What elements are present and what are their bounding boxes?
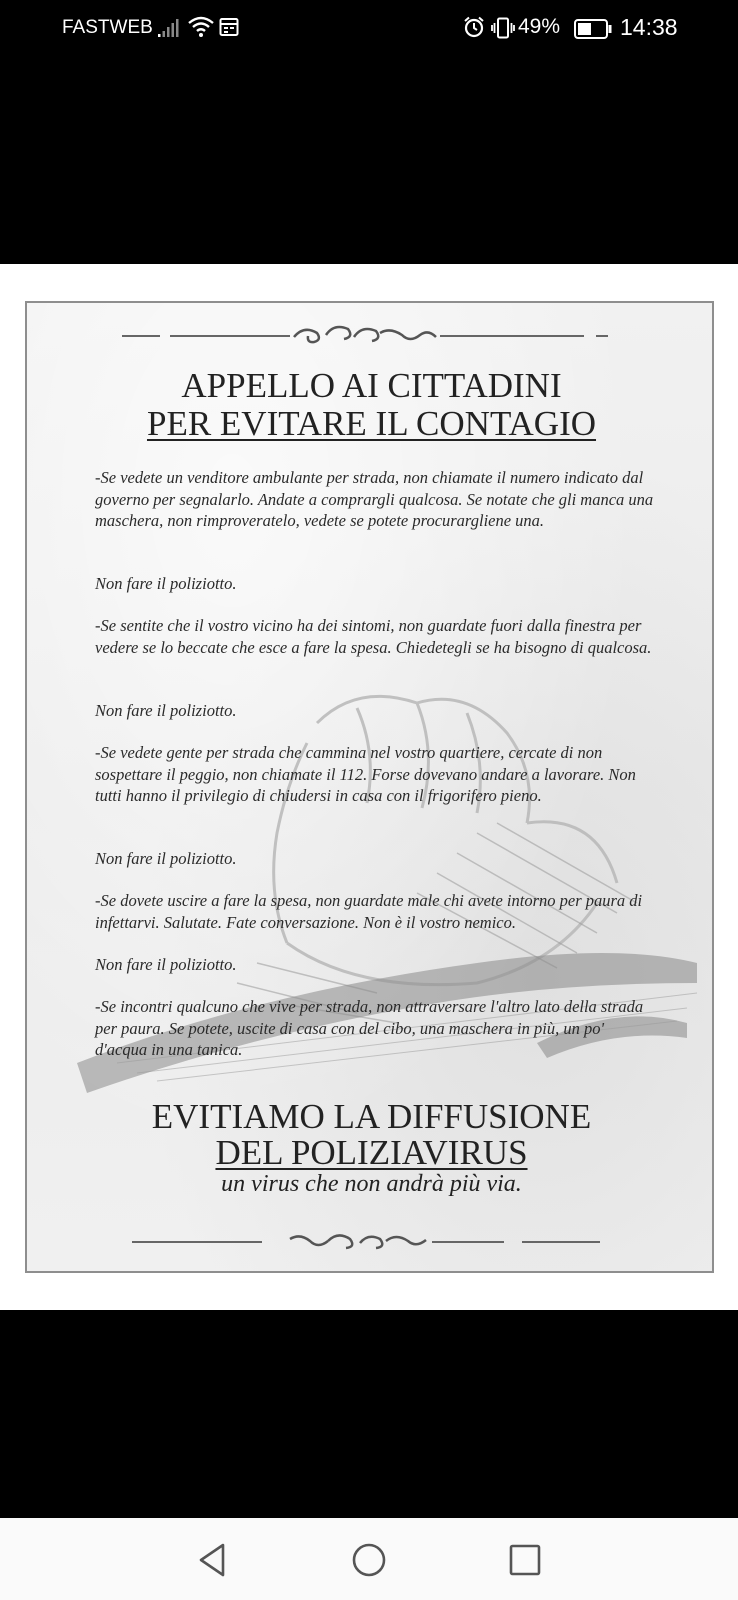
alarm-icon	[463, 16, 485, 38]
refrain-4: Non fare il poliziotto.	[95, 955, 237, 974]
poster-image	[25, 301, 714, 1273]
refrain-2: Non fare il poliziotto.	[95, 701, 237, 720]
vibrate-icon	[491, 17, 515, 39]
closing-line1: EVITIAMO LA DIFFUSIONE	[151, 1097, 592, 1136]
battery-icon	[574, 19, 612, 39]
paragraph-neighbor: -Se sentite che il vostro vicino ha dei sintomi, non guardate fuori dalla finestra per vedere se lo beccate che esce a fare la spesa. Chiedetegli se ha bisogno di qualcosa.	[95, 616, 652, 657]
paragraph-homeless: -Se incontri qualcuno che vive per strada, non attraversare l'altro lato della strada per paura. Se potete, uscite di casa con del cibo, una maschera in più, un po' d'acqua in una tanica.	[95, 997, 644, 1059]
status-bar	[0, 0, 738, 58]
closing-subtitle: un virus che non andrà più via.	[221, 1171, 522, 1197]
navigation-bar	[0, 1518, 738, 1600]
viewer-background-top	[0, 58, 738, 264]
poster-title-line2	[27, 405, 714, 443]
signal-icon	[157, 18, 179, 38]
clock: 14:38	[620, 14, 678, 40]
back-icon	[195, 1542, 229, 1578]
wifi-icon	[187, 16, 215, 38]
battery-percent: 49%	[518, 15, 561, 38]
poster-title-line1: APPELLO AI CITTADINI	[181, 366, 562, 405]
closing-line2	[27, 1135, 714, 1171]
screen-icon	[219, 17, 239, 37]
paragraph-vendor: -Se vedete un venditore ambulante per strada, non chiamate il numero indicato dal governo per segnalarlo. Andate a comprargli qualcosa. Se notate che gli manca una maschera, non rimproveratelo, vedete se potete procurargliene una.	[95, 468, 654, 530]
recents-button[interactable]	[505, 1540, 545, 1580]
paragraph-walkers: -Se vedete gente per strada che cammina nel vostro quartiere, cercate di non sospettare il peggio, non chiamate il 112. Forse dovevano andare a lavorare. Non tutti hanno il privilegio di chiudersi in casa con il frigorifero pieno.	[95, 743, 636, 805]
paragraph-shopping: -Se dovete uscire a fare la spesa, non guardate male chi avete intorno per paura di infettarvi. Salutate. Fate conversazione. Non è il vostro nemico.	[95, 891, 643, 932]
refrain-3: Non fare il poliziotto.	[95, 849, 237, 868]
top-ornament	[122, 315, 622, 353]
poster-title-line2-text: PER EVITARE IL CONTAGIO	[146, 404, 597, 443]
home-icon	[351, 1542, 387, 1578]
bottom-ornament	[132, 1221, 612, 1259]
carrier-name: FASTWEB	[62, 17, 153, 38]
closing-line2-text: DEL POLIZIAVIRUS	[215, 1133, 528, 1172]
viewer-background-bottom	[0, 1310, 738, 1518]
refrain-1: Non fare il poliziotto.	[95, 574, 237, 593]
image-viewer[interactable]	[0, 264, 738, 1310]
recents-icon	[508, 1543, 542, 1577]
back-button[interactable]	[192, 1540, 232, 1580]
home-button[interactable]	[349, 1540, 389, 1580]
